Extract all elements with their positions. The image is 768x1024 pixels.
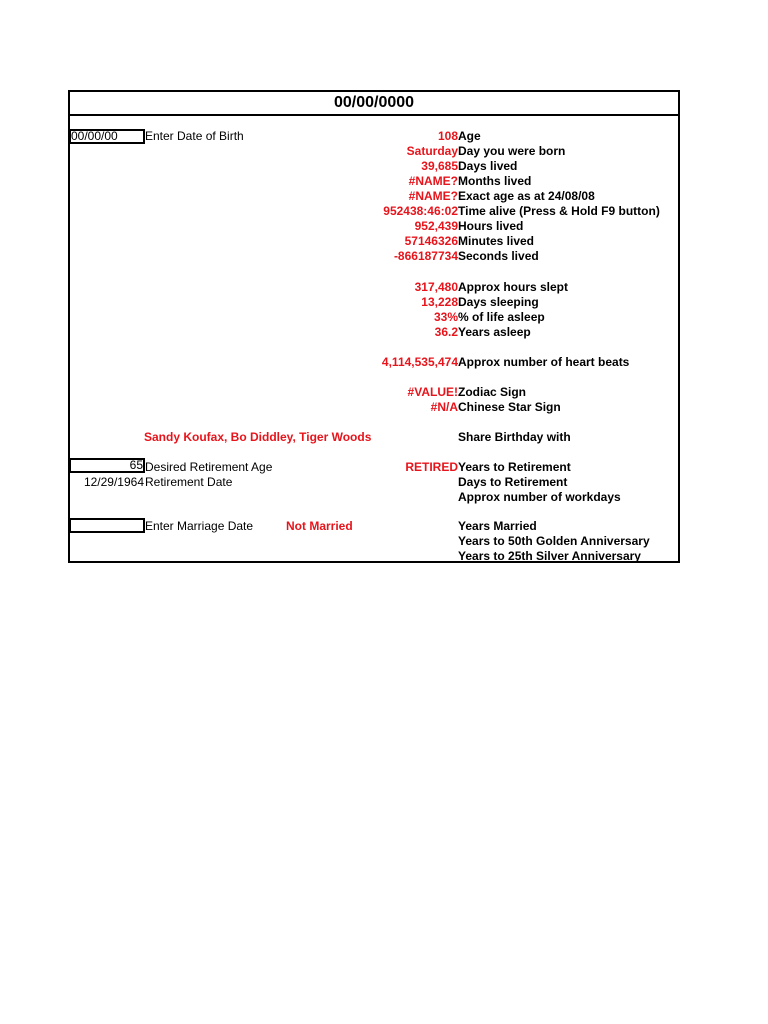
sign-label: Chinese Star Sign [458, 400, 561, 414]
worksheet [68, 90, 680, 563]
retirement-age-label: Desired Retirement Age [145, 460, 273, 474]
stat-label: Seconds lived [458, 249, 539, 263]
stat-label: Minutes lived [458, 234, 535, 248]
retirement-status: RETIRED [405, 460, 458, 474]
stat-value: #NAME? [408, 174, 458, 188]
marriage-date-label: Enter Marriage Date [145, 519, 254, 533]
stat-value: 108 [437, 129, 458, 143]
retirement-age-input[interactable] [69, 458, 145, 473]
birth-date-value: 00/00/00 [71, 129, 118, 143]
heart-beats-label: Approx number of heart beats [458, 355, 630, 369]
stat-label: Time alive (Press & Hold F9 button) [458, 204, 660, 218]
golden-anniversary-label: Years to 50th Golden Anniversary [458, 534, 650, 548]
workdays-label: Approx number of workdays [458, 490, 621, 504]
silver-anniversary-label: Years to 25th Silver Anniversary [458, 549, 641, 563]
stat-value: 952438:46:02 [383, 204, 458, 218]
sheet-title: 00/00/0000 [70, 92, 678, 116]
marriage-status: Not Married [286, 519, 353, 533]
days-to-retirement-label: Days to Retirement [458, 475, 568, 489]
share-birthday-names: Sandy Koufax, Bo Diddley, Tiger Woods [144, 430, 372, 444]
stat-label: Months lived [458, 174, 532, 188]
retirement-age-value: 65 [129, 458, 143, 472]
sleep-stat-value: 317,480 [414, 280, 458, 294]
birth-date-input[interactable] [69, 129, 145, 144]
share-birthday-label: Share Birthday with [458, 430, 571, 444]
sleep-stat-label: % of life asleep [458, 310, 545, 324]
sign-label: Zodiac Sign [458, 385, 527, 399]
years-to-retirement-label: Years to Retirement [458, 460, 571, 474]
stat-label: Exact age as at 24/08/08 [458, 189, 595, 203]
stat-value: 39,685 [421, 159, 458, 173]
stat-label: Hours lived [458, 219, 524, 233]
stat-value: 57146326 [404, 234, 458, 248]
heart-beats-value: 4,114,535,474 [381, 355, 458, 369]
stat-label: Age [458, 129, 481, 143]
stat-value: #NAME? [408, 189, 458, 203]
sleep-stat-label: Approx hours slept [458, 280, 569, 294]
stat-value: -866187734 [393, 249, 458, 263]
years-married-label: Years Married [458, 519, 537, 533]
marriage-date-input[interactable] [69, 518, 145, 533]
sign-value: #N/A [430, 400, 458, 414]
retirement-date-label: Retirement Date [145, 475, 233, 489]
stat-label: Days lived [458, 159, 518, 173]
sign-value: #VALUE! [407, 385, 458, 399]
sleep-stat-value: 33% [433, 310, 458, 324]
stat-value: Saturday [406, 144, 458, 158]
sleep-stat-label: Days sleeping [458, 295, 539, 309]
stat-label: Day you were born [458, 144, 566, 158]
stat-value: 952,439 [414, 219, 458, 233]
sleep-stat-value: 13,228 [421, 295, 458, 309]
sleep-stat-value: 36.2 [434, 325, 458, 339]
birth-date-label: Enter Date of Birth [145, 129, 244, 143]
retirement-date-value: 12/29/1964 [83, 475, 144, 489]
sleep-stat-label: Years asleep [458, 325, 531, 339]
